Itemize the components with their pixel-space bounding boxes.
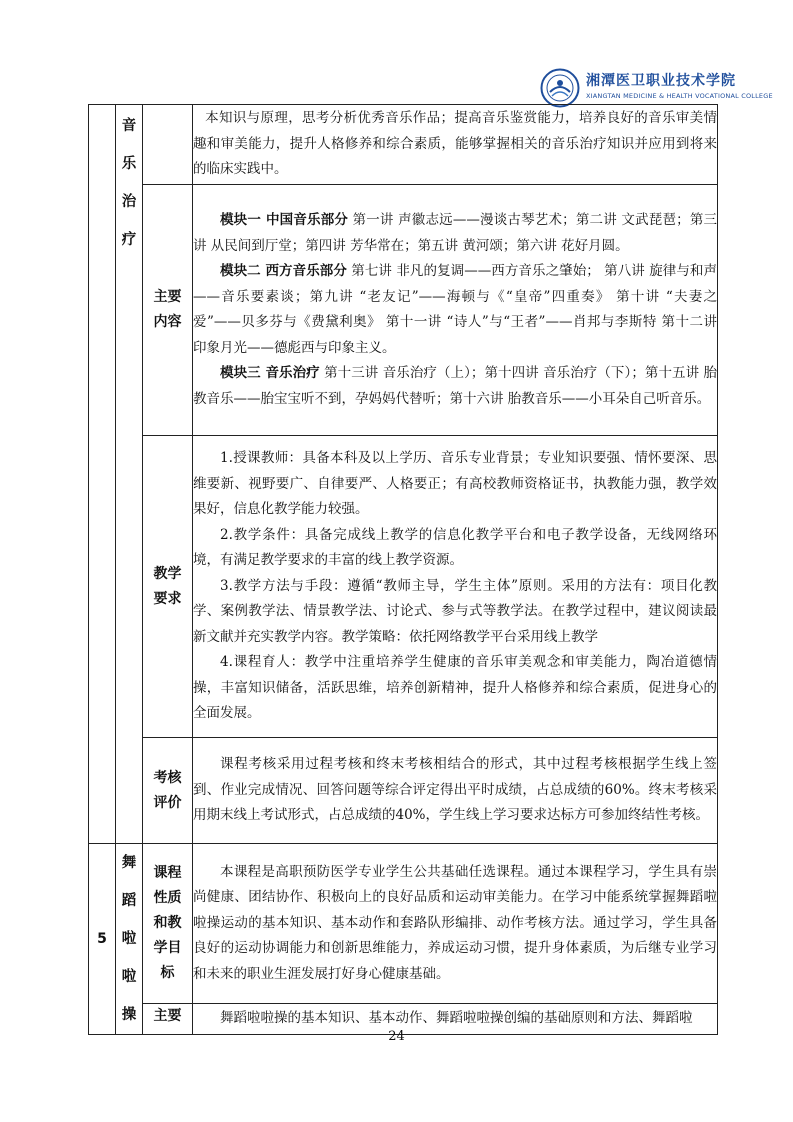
module-title: 模块三 音乐治疗 bbox=[220, 365, 320, 381]
module-title: 模块一 中国音乐部分 bbox=[220, 212, 349, 228]
label-cell bbox=[143, 105, 193, 185]
course-name-dance: 舞 蹈 啦 啦 操 bbox=[116, 844, 143, 1035]
objective-text: 本课程是高职预防医学专业学生公共基础任选课程。通过本课程学习，学生具有崇尚健康、团结协作、积极向上的良好品质和运动审美能力。在学习中能系统掌握舞蹈啦啦操运动的基本知识、基本动作和套路队形编排、动作考核方法。通过学习，学生具备良好的运动协调能力和创新思维能力，养成运动习惯，提升身体素质，为后继专业学习和未来的职业生涯发展打好身心健康基础。 bbox=[193, 844, 718, 1004]
main-content-label: 主要 内容 bbox=[143, 185, 193, 436]
main-content-text: 模块一 中国音乐部分 第一讲 声徽志远——漫谈古琴艺术；第二讲 文武琵琶；第三讲 从民间到厅堂；第四讲 芳华常在；第五讲 黄河颂；第六讲 花好月圆。 模块二 西方音乐部分 第七讲 非凡的复调——西方音乐之肇始； 第八讲 旋律与和声——音乐要素谈；第九讲 “老友记”——海顿与《“皇帝”四重奏》 第十讲 “夫妻之爱”——贝多芬与《费黛利奥》 第十一讲 “诗人”与“王者”——肖邦与李斯特 第十二讲 印象月光——德彪西与印象主义。 模块三 音乐治疗 第十三讲 音乐治疗（上）；第十四讲 音乐治疗（下）；第十五讲 胎教音乐——胎宝宝听不到，孕妈妈代替听；第十六讲 胎教音乐——小耳朵自己听音乐。 bbox=[193, 185, 718, 436]
college-seal-icon bbox=[540, 68, 580, 108]
teaching-requirements-text: 1.授课教师：具备本科及以上学历、音乐专业背景；专业知识要强、情怀要深、思维要新、视野要广、自律要严、人格要正；有高校教师资格证书，执教能力强，教学效果好，信息化教学能力较强。 2.教学条件：具备完成线上教学的信息化教学平台和电子教学设备，无线网络环境，有满足教学要求的丰富的线上教学资源。 3.教学方法与手段：遵循“教师主导，学生主体”原则。采用的方法有：项目化教学、案例教学法、情景教学法、讨论式、参与式等教学法。在教学过程中，建议阅读最新文献并充实教学内容。教学策略：依托网络教学平台采用线上教学 4.课程育人：教学中注重培养学生健康的音乐审美观念和审美能力，陶冶道德情操，丰富知识储备，活跃思维，培养创新精神，提升人格修养和综合素质，促进身心的全面发展。 bbox=[193, 436, 718, 738]
table-row bbox=[89, 738, 718, 844]
assessment-text: 课程考核采用过程考核和终末考核相结合的形式，其中过程考核根据学生线上签到、作业完成情况、回答问题等综合评定得出平时成绩，占总成绩的60%。终末考核采用期末线上考试形式，占总成绩的40%，学生线上学习要求达标方可参加终结性考核。 bbox=[193, 738, 718, 844]
table-row bbox=[89, 185, 718, 436]
assessment-label: 考核 评价 bbox=[143, 738, 193, 844]
logo-english-name: XIANGTAN MEDICINE & HEALTH VOCATIONAL COLLEGE bbox=[586, 92, 773, 100]
course-number: 5 bbox=[89, 844, 116, 1035]
teaching-requirements-label: 教学 要求 bbox=[143, 436, 193, 738]
number-cell bbox=[89, 105, 116, 844]
course-table bbox=[88, 104, 718, 1035]
table-row bbox=[89, 436, 718, 738]
page-number: 24 bbox=[388, 1029, 405, 1044]
logo-chinese-name: 湘潭医卫职业技术学院 bbox=[586, 73, 736, 89]
objective-content: 本知识与原理，思考分析优秀音乐作品；提高音乐鉴赏能力，培养良好的音乐审美情趣和审美能力，提升人格修养和综合素质，能够掌握相关的音乐治疗知识并应用到将来的临床实践中。 bbox=[193, 105, 718, 185]
course-name-music: 音 乐 治 疗 bbox=[116, 105, 143, 844]
table-row bbox=[89, 105, 718, 185]
table-row bbox=[89, 844, 718, 1004]
objective-label: 课程 性质 和教 学目 标 bbox=[143, 844, 193, 1004]
main-content-text: 舞蹈啦啦操的基本知识、基本动作、舞蹈啦啦操创编的基础原则和方法、舞蹈啦 bbox=[193, 1003, 718, 1034]
module-title: 模块二 西方音乐部分 bbox=[220, 263, 347, 279]
main-content-label: 主要 bbox=[143, 1003, 193, 1034]
